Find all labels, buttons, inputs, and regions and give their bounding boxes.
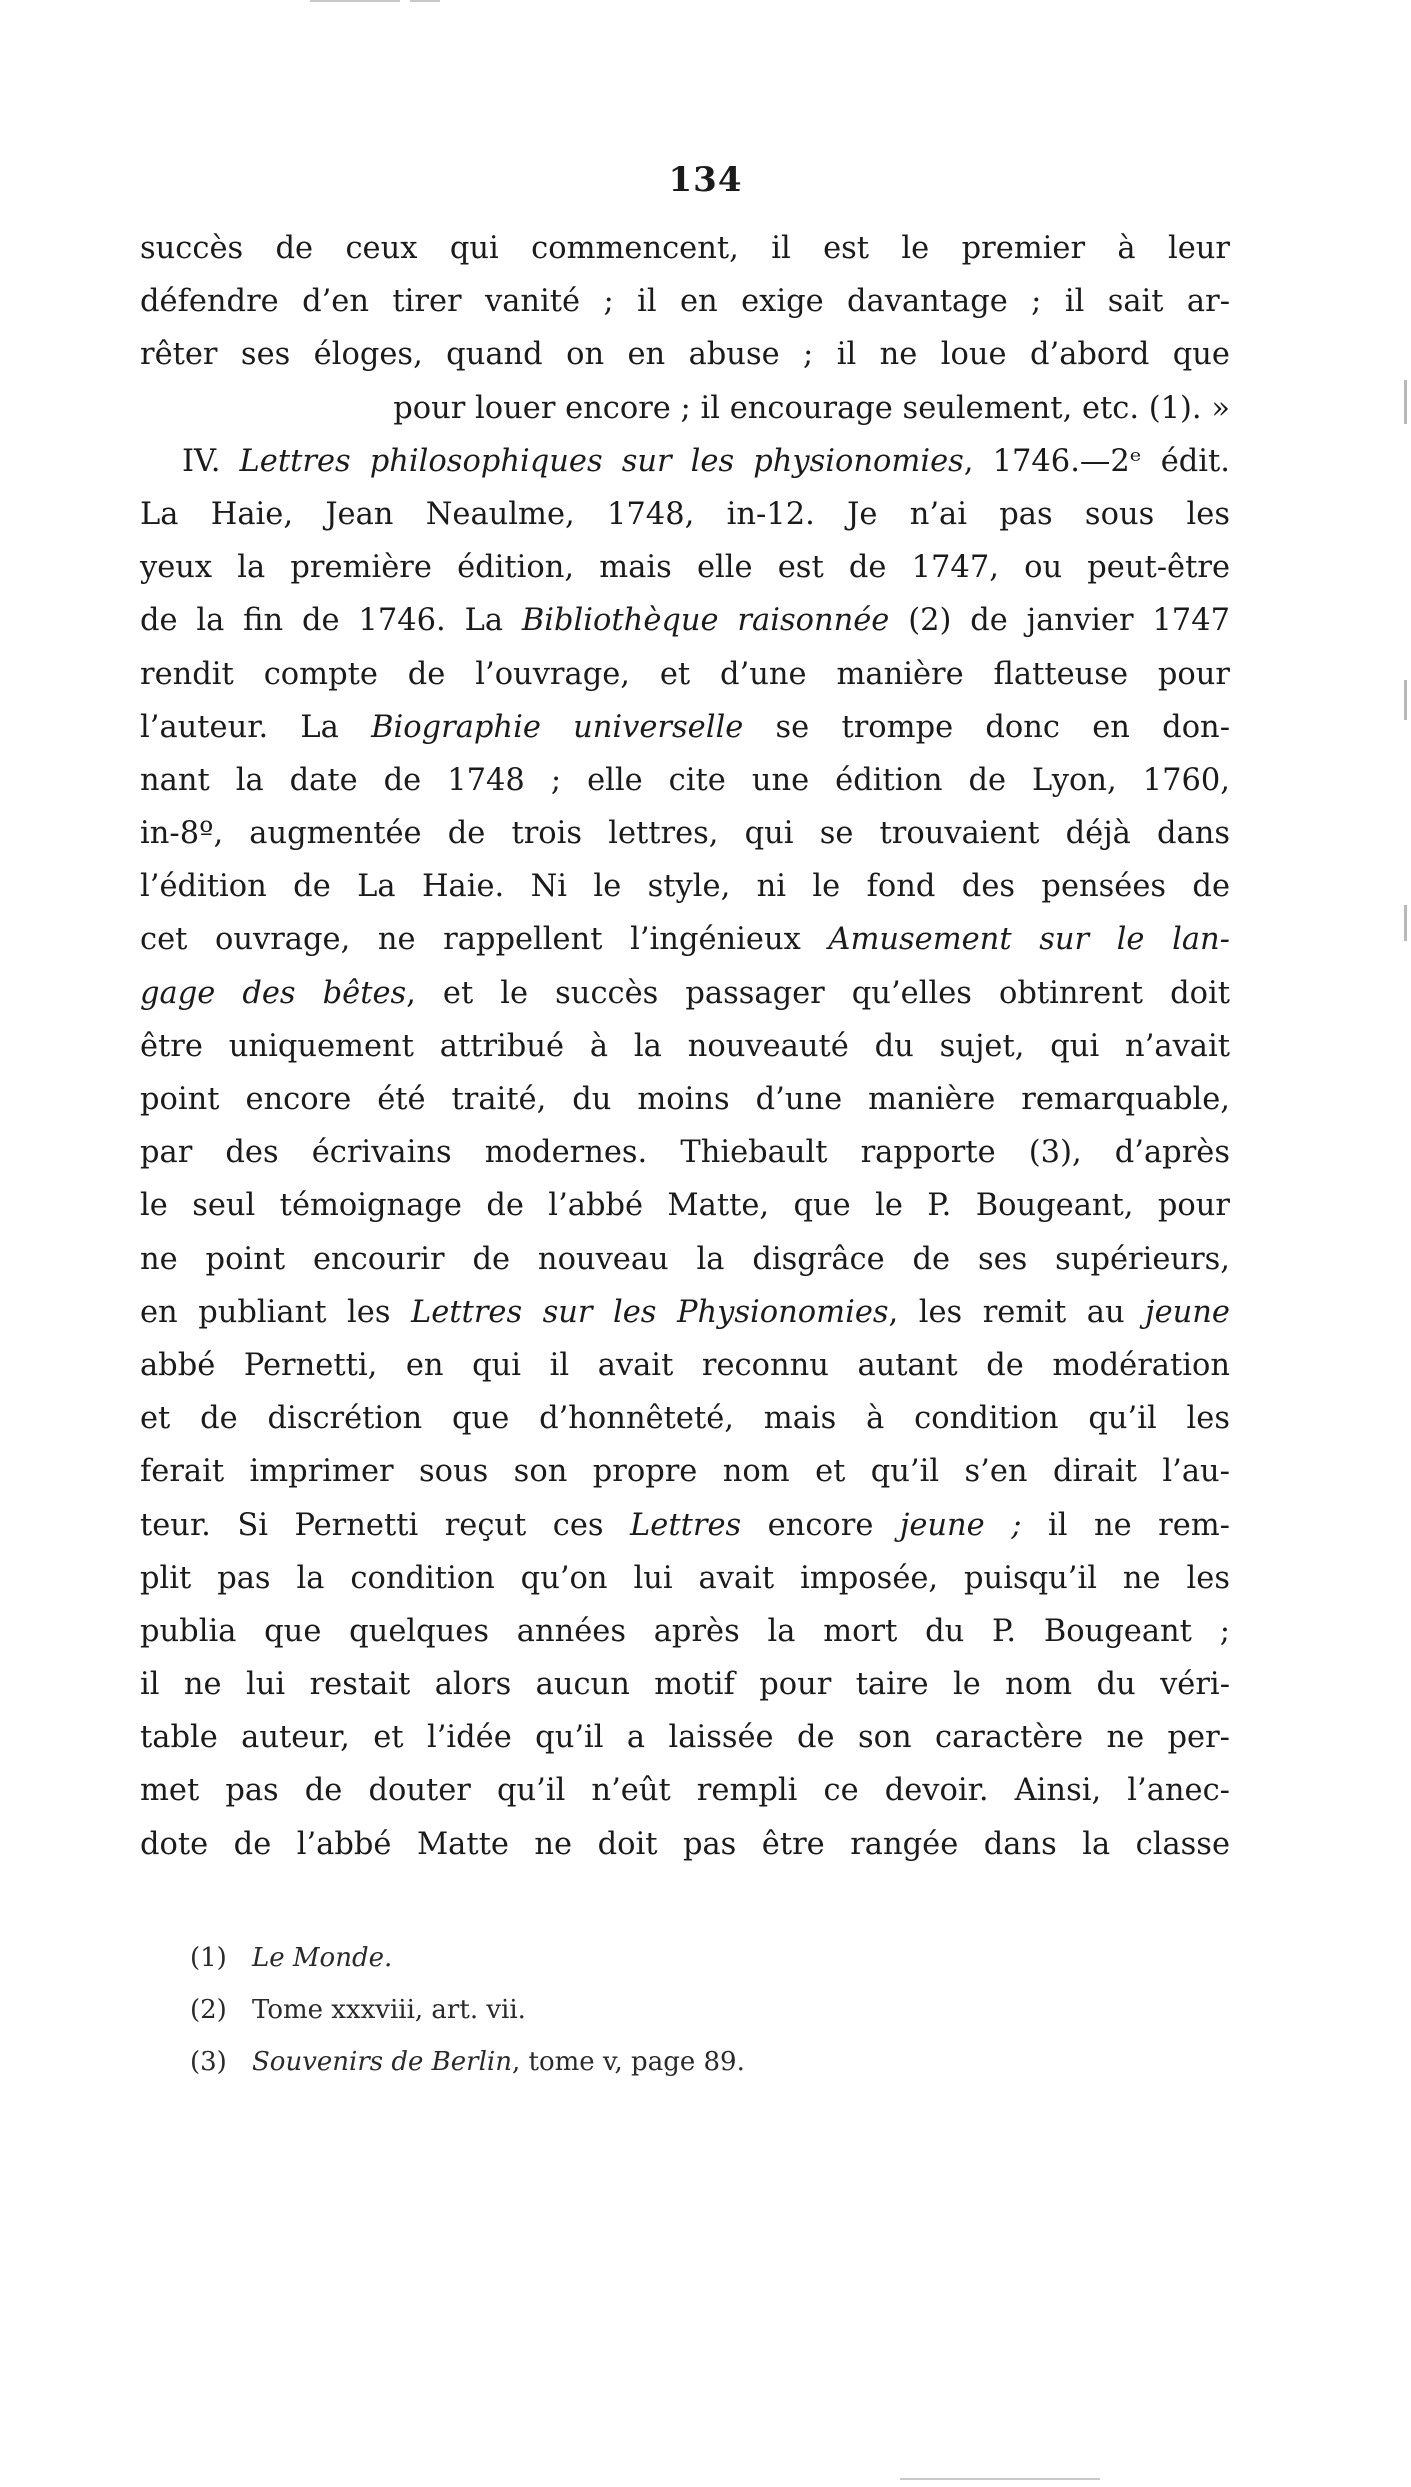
text-line-text: il ne lui restait alors aucun motif pour taire le nom du véri- bbox=[140, 1667, 1230, 1703]
text-line-text: succès de ceux qui commencent, il est le premier à leur bbox=[140, 231, 1230, 266]
text-line bbox=[140, 1339, 1230, 1392]
body-text bbox=[140, 222, 1230, 1871]
text-line-text: La Haie, Jean Neaulme, 1748, in-12. Je n’ai pas sous les bbox=[140, 496, 1230, 532]
text-line-text: cet ouvrage, ne rappellent l’ingénieux bbox=[140, 922, 829, 958]
text-line-text: encore bbox=[741, 1507, 900, 1543]
text-line bbox=[140, 594, 1230, 647]
text-line-text: plit pas la condition qu’on lui avait imposée, puisqu’il ne les bbox=[140, 1560, 1230, 1596]
scan-edge-tick-1 bbox=[1404, 380, 1407, 424]
scan-edge-mark-top bbox=[310, 0, 400, 2]
text-line-italic: Lettres philosophiques sur les physionomies bbox=[239, 443, 964, 479]
text-line-text: de la fin de 1746. La bbox=[140, 603, 522, 639]
text-line-text: être uniquement attribué à la nouveauté du sujet, qui n’avait bbox=[140, 1028, 1230, 1064]
text-line-text: en publiant les bbox=[140, 1294, 411, 1330]
text-line bbox=[140, 913, 1230, 966]
text-line bbox=[140, 275, 1230, 328]
text-line bbox=[140, 1126, 1230, 1179]
text-line-text: se trompe donc en don- bbox=[743, 709, 1231, 745]
text-line bbox=[140, 1499, 1230, 1552]
text-line-text: met pas de douter qu’il n’eût rempli ce devoir. Ainsi, l’anec- bbox=[140, 1773, 1230, 1809]
text-line-text: par des écrivains modernes. Thiebault rapporte (3), d’après bbox=[140, 1135, 1230, 1171]
text-line-text: table auteur, et l’idée qu’il a laissée de son caractère ne per- bbox=[140, 1720, 1230, 1756]
footnote-text: Tome xxxviii, art. vii. bbox=[252, 1995, 526, 2025]
text-line-text: le seul témoignage de l’abbé Matte, que le P. Bougeant, pour bbox=[140, 1188, 1230, 1224]
text-line-italic: Biographie universelle bbox=[371, 709, 744, 745]
text-line-text: , 1746.—2ᵉ édit. bbox=[963, 443, 1230, 479]
text-line bbox=[140, 1179, 1230, 1232]
text-line bbox=[140, 1286, 1230, 1339]
text-line bbox=[140, 1233, 1230, 1286]
text-line-text: yeux la première édition, mais elle est de 1747, ou peut-être bbox=[140, 550, 1230, 586]
text-line bbox=[140, 1552, 1230, 1605]
text-line-text: , et le succès passager qu’elles obtinrent doit bbox=[406, 975, 1230, 1011]
page-number: 134 bbox=[668, 160, 743, 200]
footnote-number: (3) bbox=[190, 2047, 227, 2077]
text-line bbox=[140, 488, 1230, 541]
text-line bbox=[140, 1445, 1230, 1498]
text-line bbox=[140, 328, 1230, 381]
footnote bbox=[190, 1984, 1090, 2036]
text-line-text: il ne rem- bbox=[1021, 1507, 1230, 1543]
text-line bbox=[140, 541, 1230, 594]
text-line-text: et de discrétion que d’honnêteté, mais à condition qu’il les bbox=[140, 1401, 1230, 1437]
text-line bbox=[140, 1073, 1230, 1126]
text-line bbox=[140, 435, 1230, 488]
text-line-text: pour louer encore ; il encourage seulement, etc. (1). » bbox=[393, 390, 1230, 426]
text-line-text: ferait imprimer sous son propre nom et qu’il s’en dirait l’au- bbox=[140, 1454, 1230, 1490]
footnote bbox=[190, 1932, 1090, 1984]
text-line bbox=[140, 701, 1230, 754]
text-line-italic: Amusement sur le lan- bbox=[828, 922, 1230, 958]
text-line bbox=[140, 382, 1230, 435]
text-line-text: publia que quelques années après la mort du P. Bougeant ; bbox=[140, 1613, 1230, 1649]
text-line-text: ne point encourir de nouveau la disgrâce de ses supérieurs, bbox=[140, 1241, 1230, 1277]
text-line-text: abbé Pernetti, en qui il avait reconnu autant de modération bbox=[140, 1347, 1230, 1383]
footnote-text: , tome v, page 89. bbox=[511, 2047, 745, 2077]
footnote-italic: Souvenirs de Berlin bbox=[252, 2047, 512, 2077]
text-line-text: teur. Si Pernetti reçut ces bbox=[140, 1507, 631, 1543]
text-line bbox=[140, 1711, 1230, 1764]
text-line-italic: jeune ; bbox=[899, 1507, 1022, 1543]
scan-edge-tick-3 bbox=[1404, 905, 1407, 941]
text-line bbox=[140, 1605, 1230, 1658]
text-line bbox=[140, 860, 1230, 913]
footnotes bbox=[190, 1932, 1090, 2088]
scan-edge-mark-top-2 bbox=[410, 0, 440, 2]
text-line bbox=[140, 1020, 1230, 1073]
footnote-number: (2) bbox=[190, 1995, 227, 2025]
text-line bbox=[140, 754, 1230, 807]
scan-edge-mark-bottom bbox=[900, 2478, 1100, 2480]
text-line-italic: jeune bbox=[1145, 1294, 1230, 1330]
text-line-italic: Bibliothèque raisonnée bbox=[521, 603, 890, 639]
text-line-text: , les remit au bbox=[888, 1294, 1146, 1330]
text-line-italic: Lettres sur les Physionomies bbox=[411, 1294, 889, 1330]
text-line-text: rêter ses éloges, quand on en abuse ; il ne loue d’abord que bbox=[140, 337, 1230, 373]
text-line-text: l’édition de La Haie. Ni le style, ni le fond des pensées de bbox=[140, 869, 1230, 905]
text-line bbox=[140, 1392, 1230, 1445]
scan-edge-tick-2 bbox=[1404, 680, 1407, 720]
footnote-number: (1) bbox=[190, 1943, 227, 1973]
text-line-text: (2) de janvier 1747 bbox=[889, 603, 1231, 639]
text-line-text: défendre d’en tirer vanité ; il en exige davantage ; il sait ar- bbox=[140, 284, 1230, 320]
footnote bbox=[190, 2036, 1090, 2088]
text-line-text: nant la date de 1748 ; elle cite une édition de Lyon, 1760, bbox=[140, 762, 1230, 798]
text-line-italic: Lettres bbox=[630, 1507, 742, 1543]
text-line bbox=[140, 807, 1230, 860]
text-line-text: in-8º, augmentée de trois lettres, qui se trouvaient déjà dans bbox=[140, 816, 1230, 852]
text-line-text: dote de l’abbé Matte ne doit pas être rangée dans la classe bbox=[140, 1826, 1230, 1862]
text-line-italic: gage des bêtes bbox=[140, 975, 407, 1011]
text-line-text: rendit compte de l’ouvrage, et d’une manière flatteuse pour bbox=[140, 656, 1230, 692]
text-line bbox=[140, 1818, 1230, 1871]
text-line-text: point encore été traité, du moins d’une manière remarquable, bbox=[140, 1082, 1230, 1117]
text-line bbox=[140, 1658, 1230, 1711]
footnote-italic: Le Monde. bbox=[252, 1943, 393, 1973]
text-line bbox=[140, 1764, 1230, 1817]
text-line-text: l’auteur. La bbox=[140, 709, 372, 745]
text-line bbox=[140, 222, 1230, 275]
text-line-text: IV. bbox=[182, 443, 240, 479]
text-line bbox=[140, 648, 1230, 701]
text-line bbox=[140, 967, 1230, 1020]
